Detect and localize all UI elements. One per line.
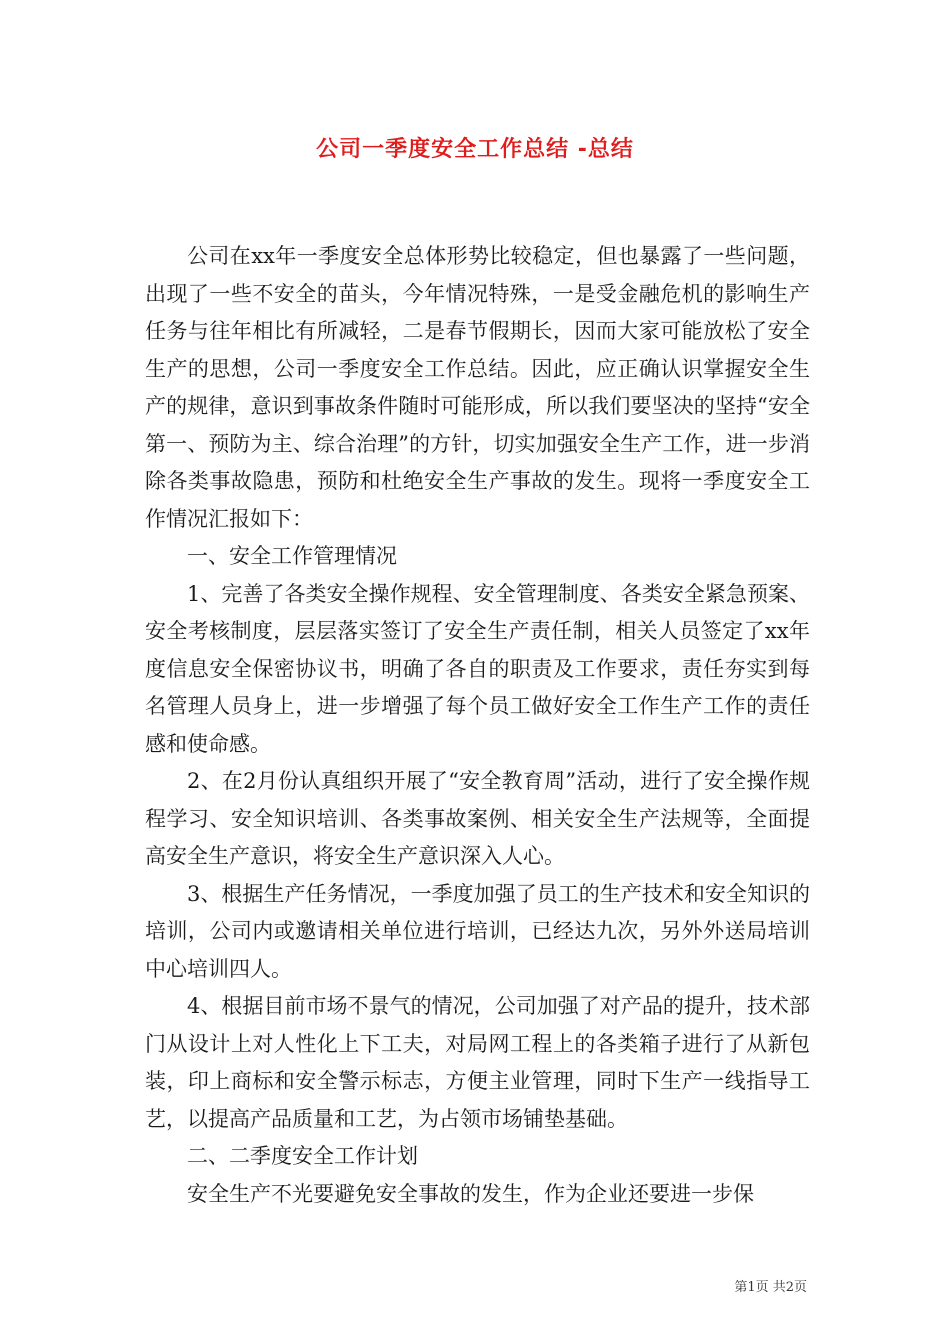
paragraph-intro: 公司在xx年一季度安全总体形势比较稳定，但也暴露了一些问题，出现了一些不安全的苗头，今年情况特殊，一是受金融危机的影响生产任务与往年相比有所减轻，二是春节假期长，因而大家可能放松了安全生产的思想，公司一季度安全工作总结。因此，应正确认识掌握安全生产的规律，意识到事故条件随时可能形成，所以我们要坚决的坚持“安全第一、预防为主、综合治理”的方针，切实加强安全生产工作，进一步消除各类事故隐患，预防和杜绝安全生产事故的发生。现将一季度安全工作情况汇报如下： [145,244,810,531]
document-title: 公司一季度安全工作总结 -总结 [316,137,634,162]
paragraph-item-3: 3、根据生产任务情况，一季度加强了员工的生产技术和安全知识的培训，公司内或邀请相关单位进行培训，已经达九次，另外外送局培训中心培训四人。 [145,881,810,981]
section-heading-1: 一、安全工作管理情况 [187,544,397,568]
page-number: 第1页 共2页 [734,1280,807,1295]
paragraph-item-4: 4、根据目前市场不景气的情况，公司加强了对产品的提升，技术部门从设计上对人性化上下工夫，对局网工程上的各类箱子进行了从新包装，印上商标和安全警示标志，方便主业管理，同时下生产一线指导工艺，以提高产品质量和工艺，为占领市场铺垫基础。 [145,994,810,1131]
document-body [145,238,810,1213]
paragraph-item-2: 2、在2月份认真组织开展了“安全教育周”活动，进行了安全操作规程学习、安全知识培训、各类事故案例、相关安全生产法规等，全面提高安全生产意识，将安全生产意识深入人心。 [145,769,810,868]
paragraph-item-1: 1、完善了各类安全操作规程、安全管理制度、各类安全紧急预案、安全考核制度，层层落实签订了安全生产责任制，相关人员签定了xx年度信息安全保密协议书，明确了各自的职责及工作要求，责任夯实到每名管理人员身上，进一步增强了每个员工做好安全工作生产工作的责任感和使命感。 [145,581,810,756]
paragraph-plan: 安全生产不光要避免安全事故的发生，作为企业还要进一步保 [187,1181,754,1206]
section-heading-2: 二、二季度安全工作计划 [187,1144,418,1168]
